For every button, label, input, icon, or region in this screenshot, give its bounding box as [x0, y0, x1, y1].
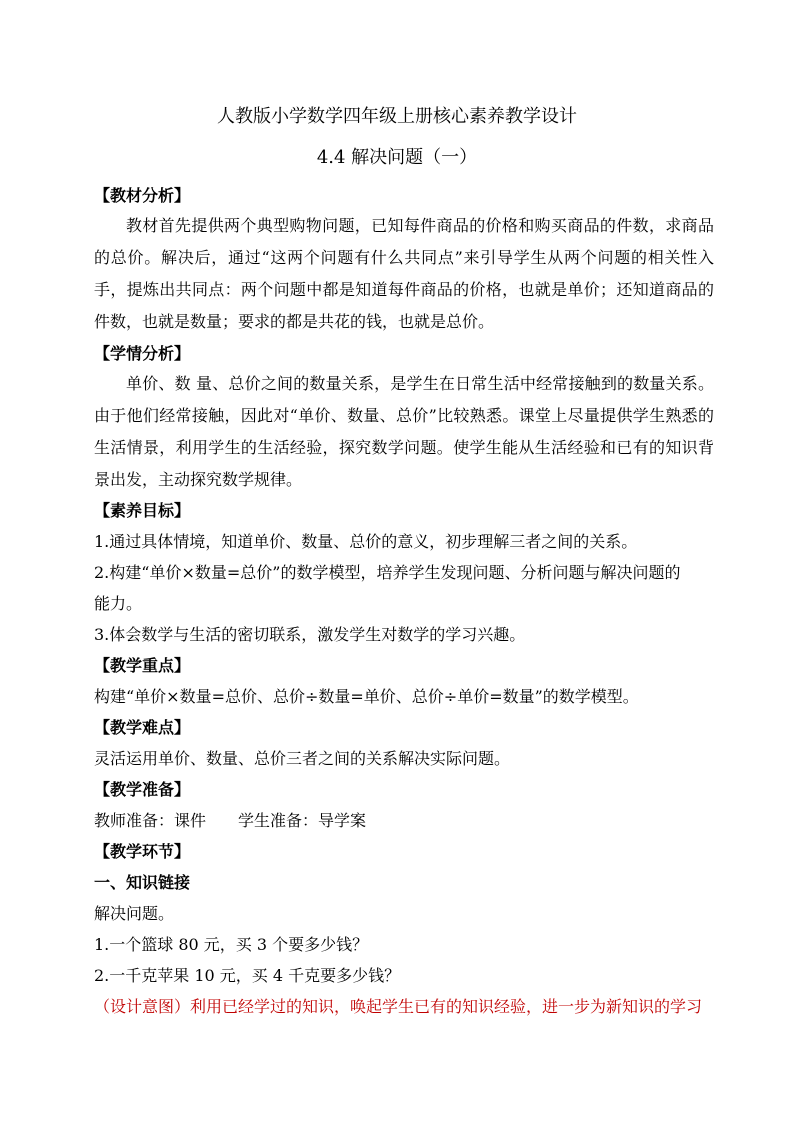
goal-item-2-line-2: 能力。	[94, 594, 143, 613]
preparation-text: 教师准备：课件 学生准备：导学案	[94, 811, 367, 830]
document-title: 人教版小学数学四年级上册核心素养教学设计	[217, 106, 577, 127]
difficulties-text: 灵活运用单价、数量、总价三者之间的关系解决实际问题。	[94, 749, 511, 768]
question-1: 1.一个篮球 80 元，买 3 个要多少钱？	[94, 935, 369, 954]
section-heading-learner-analysis: 【学情分析】	[94, 344, 191, 363]
section-heading-procedure: 【教学环节】	[94, 842, 191, 861]
goal-item-3: 3.体会数学与生活的密切联系，激发学生对数学的学习兴趣。	[94, 625, 526, 644]
procedure-part-1-heading: 一、知识链接	[94, 873, 191, 892]
procedure-intro: 解决问题。	[94, 904, 175, 923]
material-analysis-paragraph: 教材首先提供两个典型购物问题，已知每件商品的价格和购买商品的件数，求商品的总价。解决后，通过“这两个问题有什么共同点”来引导学生从两个问题的相关性入手，提炼出共同点：两个问题中都是知道每件商品的价格，也就是单价；还知道商品的件数，也就是数量；要求的都是共花的钱，也就是总价。	[94, 216, 714, 331]
section-heading-material-analysis: 【教材分析】	[94, 186, 191, 205]
section-heading-goals: 【素养目标】	[94, 501, 191, 520]
section-heading-preparation: 【教学准备】	[94, 780, 191, 799]
goal-item-2-line-1: 2.构建“单价×数量=总价”的数学模型，培养学生发现问题、分析问题与解决问题的	[94, 563, 681, 582]
goal-item-1: 1.通过具体情境，知道单价、数量、总价的意义，初步理解三者之间的关系。	[94, 532, 638, 551]
learner-analysis-paragraph: 单价、数 量、总价之间的数量关系，是学生在日常生活中经常接触到的数量关系。由于他们经常接触，因此对“单价、数量、总价”比较熟悉。课堂上尽量提供学生熟悉的生活情景，利用学生的生活经验，探究数学问题。使学生能从生活经验和已有的知识背景出发，主动探究数学规律。	[94, 374, 714, 489]
design-intent-text: （设计意图）利用已经学过的知识，唤起学生已有的知识经验，进一步为新知识的学习	[94, 997, 703, 1016]
section-heading-key-points: 【教学重点】	[94, 656, 191, 675]
key-points-text: 构建“单价×数量=总价、总价÷数量=单价、总价÷单价=数量”的数学模型。	[94, 687, 639, 706]
lesson-subtitle: 4.4 解决问题（一）	[316, 147, 478, 168]
section-heading-difficulties: 【教学难点】	[94, 718, 191, 737]
question-2: 2.一千克苹果 10 元，买 4 千克要多少钱？	[94, 966, 401, 985]
